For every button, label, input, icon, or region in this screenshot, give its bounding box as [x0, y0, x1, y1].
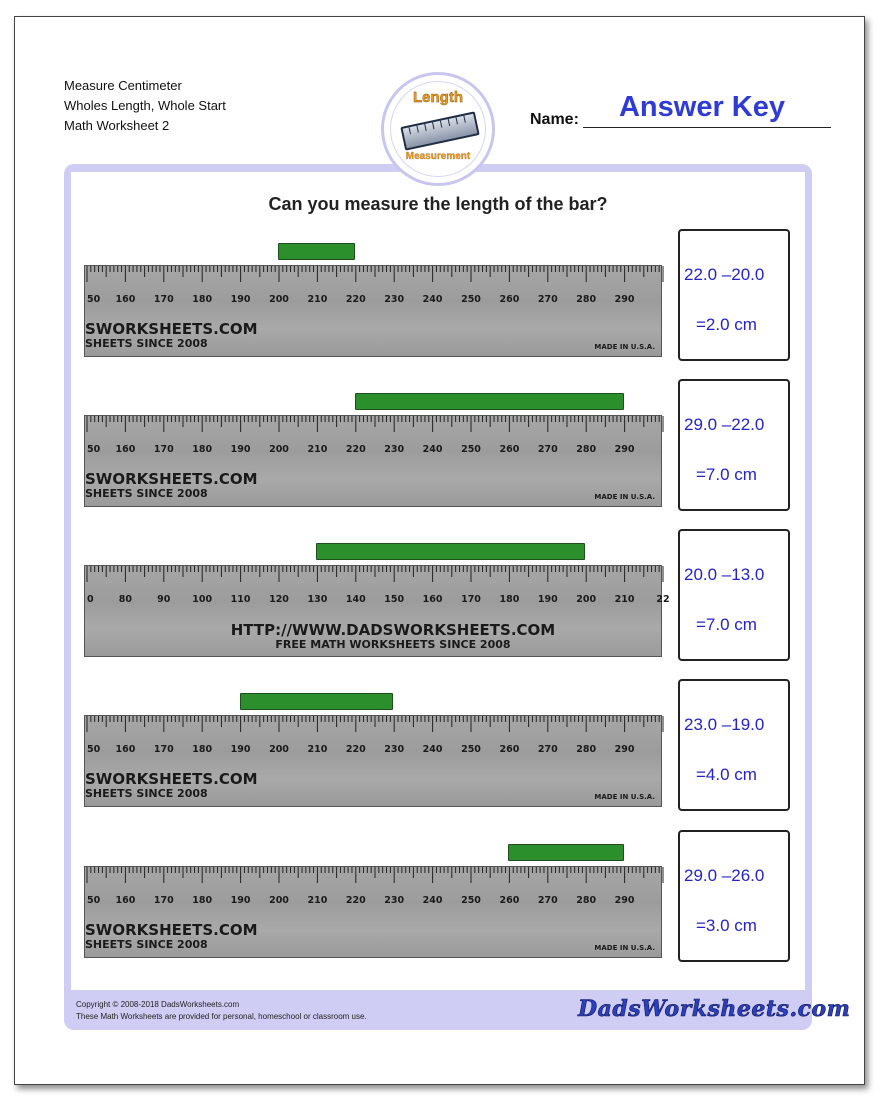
ruler-scale-label: 220 [345, 294, 366, 305]
ruler-scale-label: 150 [384, 594, 405, 605]
ruler-scale-label: 180 [192, 895, 213, 906]
ruler-scale-label: 280 [576, 294, 597, 305]
ruler [84, 866, 662, 958]
ruler-scale-label: 200 [269, 294, 289, 305]
ruler-scale-label: 220 [345, 744, 366, 755]
ruler-scale-label: 80 [118, 594, 133, 605]
measure-bar [355, 393, 624, 410]
ruler-scale-label: 240 [422, 744, 443, 755]
ruler-scale-label: 170 [461, 594, 481, 605]
logo-bottom-text: Measurement [405, 151, 471, 162]
ruler-site-text: SWORKSHEETS.COM [85, 921, 258, 939]
title-line-2: Wholes Length, Whole Start [64, 98, 226, 113]
length-measurement-logo [381, 72, 495, 186]
ruler-scale-label: 260 [499, 895, 520, 906]
ruler-scale-label: 210 [307, 744, 328, 755]
ruler-scale-label: 210 [307, 444, 328, 455]
ruler-made-text: MADE IN U.S.A. [594, 944, 655, 952]
worksheet-title [64, 76, 226, 136]
ruler-tagline-text: SHEETS SINCE 2008 [85, 487, 208, 500]
ruler-scale-label: 250 [461, 744, 481, 755]
ruler-made-text: MADE IN U.S.A. [594, 493, 655, 501]
ruler-scale-label: 50 [87, 895, 101, 906]
ruler-scale-label: 160 [115, 744, 136, 755]
answer-box[interactable] [678, 830, 790, 962]
ruler [84, 265, 662, 357]
measure-bar [278, 243, 355, 260]
ruler-scale-label: 190 [230, 294, 251, 305]
answer-result: =4.0 cm [696, 765, 757, 784]
ruler-scale-label: 170 [153, 744, 174, 755]
answer-subtraction: 29.0 –22.0 [684, 415, 765, 434]
ruler-scale-label: 230 [384, 895, 405, 906]
ruler-scale-label: 270 [537, 744, 558, 755]
ruler-scale-label: 90 [157, 594, 171, 605]
ruler-scale-label: 210 [307, 895, 328, 906]
ruler-ticks [87, 416, 663, 432]
ruler-ticks [87, 716, 663, 732]
ruler-made-text: MADE IN U.S.A. [594, 793, 655, 801]
ruler-scale-label: 200 [269, 444, 289, 455]
ruler-scale-label: 240 [422, 294, 443, 305]
answer-subtraction: 23.0 –19.0 [684, 715, 765, 734]
ruler-scale-label: 270 [537, 444, 558, 455]
answer-box[interactable] [678, 679, 790, 811]
usage-note: These Math Worksheets are provided for personal, homeschool or classroom use. [76, 1012, 367, 1021]
ruler-tagline-text: FREE MATH WORKSHEETS SINCE 2008 [275, 638, 511, 651]
ruler-made-text: MADE IN U.S.A. [594, 343, 655, 351]
ruler-scale-label: 190 [230, 744, 251, 755]
question-heading: Can you measure the length of the bar? [268, 194, 608, 214]
ruler-scale-label: 180 [192, 744, 213, 755]
ruler-scale-label: 290 [614, 444, 635, 455]
ruler-scale-label: 50 [87, 444, 101, 455]
ruler-scale-label: 180 [192, 444, 213, 455]
ruler-scale-label: 200 [269, 895, 289, 906]
answer-key-heading: Answer Key [618, 91, 785, 123]
ruler-scale-label: 160 [115, 444, 136, 455]
ruler [84, 565, 670, 657]
ruler-scale-label: 270 [537, 895, 558, 906]
ruler-scale-label: 160 [115, 895, 136, 906]
measure-bar [508, 844, 623, 861]
ruler-scale-label: 120 [269, 594, 289, 605]
ruler-scale-label: 100 [192, 594, 213, 605]
ruler-scale-label: 50 [87, 294, 101, 305]
ruler-scale-label: 290 [614, 895, 635, 906]
ruler-scale-label: 200 [269, 744, 289, 755]
ruler-site-text: SWORKSHEETS.COM [85, 770, 258, 788]
ruler-scale-label: 290 [614, 744, 635, 755]
ruler-tagline-text: SHEETS SINCE 2008 [85, 337, 208, 350]
ruler-site-text: SWORKSHEETS.COM [85, 320, 258, 338]
copyright-text: Copyright © 2008-2018 DadsWorksheets.com [76, 1000, 240, 1009]
title-line-1: Measure Centimeter [64, 78, 182, 93]
ruler-scale-label: 180 [192, 294, 213, 305]
ruler-graphic [85, 266, 663, 358]
ruler-site-text: HTTP://WWW.DADSWORKSHEETS.COM [230, 621, 556, 639]
ruler-scale-label: 160 [115, 294, 136, 305]
ruler-scale-label: 240 [422, 444, 443, 455]
answer-subtraction: 20.0 –13.0 [684, 565, 765, 584]
measure-bar [316, 543, 585, 560]
ruler-scale-label: 180 [499, 594, 520, 605]
ruler-scale-label: 170 [153, 895, 174, 906]
ruler-scale-label: 250 [461, 444, 481, 455]
ruler-tagline-text: SHEETS SINCE 2008 [85, 787, 208, 800]
answer-box[interactable] [678, 379, 790, 511]
answer-result: =2.0 cm [696, 315, 757, 334]
ruler-scale-label: 170 [153, 294, 174, 305]
ruler-site-text: SWORKSHEETS.COM [85, 470, 258, 488]
ruler-scale-label: 280 [576, 744, 597, 755]
ruler-scale-label: 160 [422, 594, 443, 605]
ruler-scale-label: 250 [461, 895, 481, 906]
ruler-scale-label: 220 [345, 895, 366, 906]
ruler-scale-label: 170 [153, 444, 174, 455]
ruler [84, 415, 662, 507]
ruler-scale-label: 140 [345, 594, 366, 605]
ruler-scale-label: 280 [576, 895, 597, 906]
answer-box[interactable] [678, 529, 790, 661]
measure-bar [240, 693, 394, 710]
ruler-scale-label: 230 [384, 294, 405, 305]
ruler-scale-label: 240 [422, 895, 443, 906]
dadsworksheets-logo: DadsWorksheets.com [578, 996, 851, 1022]
ruler-scale-label: 260 [499, 444, 520, 455]
ruler-scale-label: 230 [384, 444, 405, 455]
ruler-tagline-text: SHEETS SINCE 2008 [85, 938, 208, 951]
ruler-ticks [87, 266, 663, 282]
ruler-scale-label: 260 [499, 744, 520, 755]
ruler-graphic [85, 566, 670, 658]
answer-subtraction: 22.0 –20.0 [684, 265, 765, 284]
ruler-scale-label: 190 [230, 895, 251, 906]
ruler-scale-label: 220 [345, 444, 366, 455]
ruler-ticks [87, 566, 663, 582]
ruler-scale-label: 290 [614, 294, 635, 305]
ruler-graphic [85, 867, 663, 959]
title-line-3: Math Worksheet 2 [64, 118, 170, 133]
ruler-scale-label: 130 [307, 594, 328, 605]
name-field-line[interactable] [583, 127, 831, 128]
answer-result: =7.0 cm [696, 465, 757, 484]
answer-box[interactable] [678, 229, 790, 361]
answer-result: =3.0 cm [696, 916, 757, 935]
logo-top-text: Length [413, 89, 463, 106]
answer-result: =7.0 cm [696, 615, 757, 634]
ruler-scale-label: 190 [230, 444, 251, 455]
footer-copyright [76, 999, 367, 1023]
ruler-scale-label: 230 [384, 744, 405, 755]
ruler-scale-label: 110 [230, 594, 251, 605]
ruler-scale-label: 0 [87, 594, 94, 605]
ruler-scale-label: 270 [537, 294, 558, 305]
ruler-graphic [85, 716, 663, 808]
answer-subtraction: 29.0 –26.0 [684, 866, 765, 885]
ruler-ticks [87, 867, 663, 883]
ruler-scale-label: 250 [461, 294, 481, 305]
ruler [84, 715, 662, 807]
ruler-scale-label: 280 [576, 444, 597, 455]
ruler-scale-label: 22 [656, 594, 670, 605]
ruler-scale-label: 210 [614, 594, 635, 605]
ruler-scale-label: 190 [537, 594, 558, 605]
ruler-scale-label: 50 [87, 744, 101, 755]
ruler-scale-label: 260 [499, 294, 520, 305]
ruler-graphic [85, 416, 663, 508]
ruler-scale-label: 210 [307, 294, 328, 305]
name-label: Name: [530, 111, 579, 128]
ruler-scale-label: 200 [576, 594, 597, 605]
